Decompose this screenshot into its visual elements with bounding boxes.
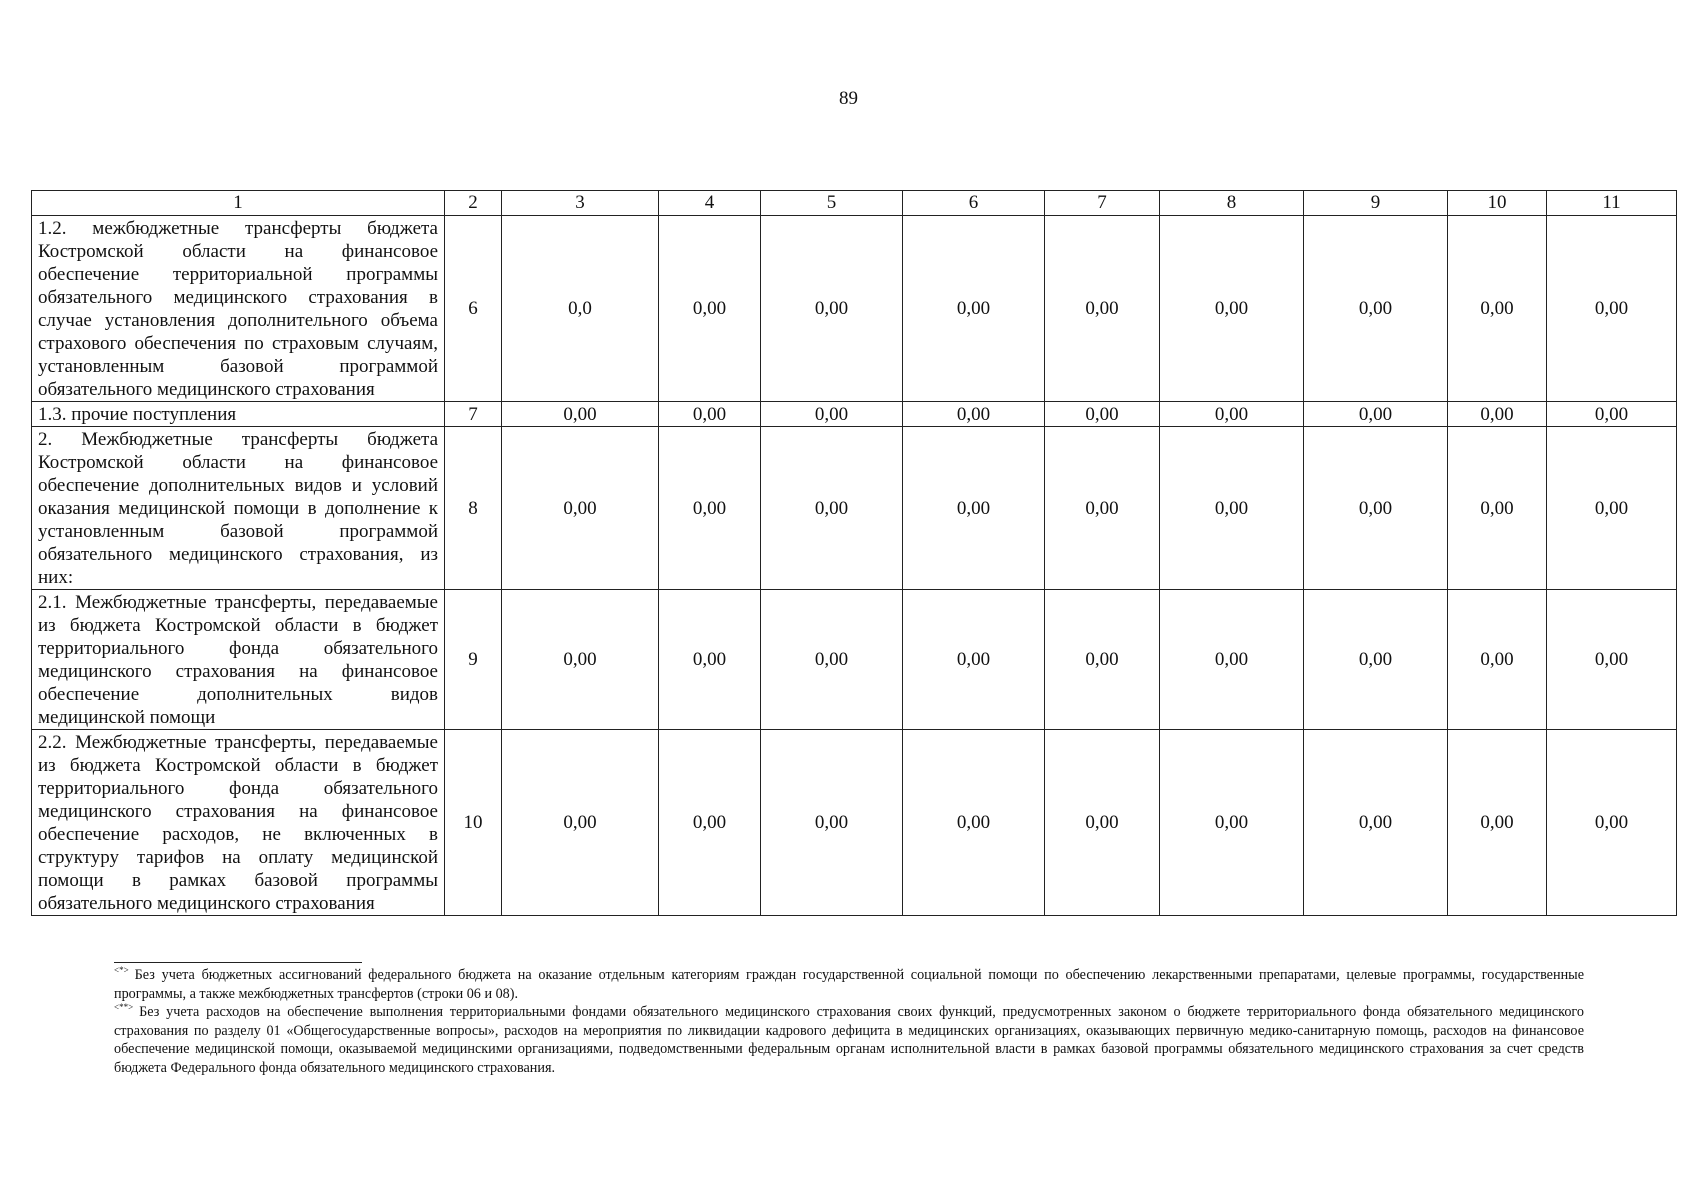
value-cell: 0,00 <box>903 402 1045 427</box>
row-label: 1.2. межбюджетные трансферты бюджета Костромской области на финансовое обеспечение территориальной программы обязательного медицинского страхования в случае установления дополнительного объема страхового обеспечения по страховым случаям, установленным базовой программой обязательного медицинского страхования <box>32 216 445 402</box>
value-cell: 0,00 <box>1547 730 1677 916</box>
table-row <box>32 730 1677 916</box>
footnote-mark: <**> <box>114 1002 134 1013</box>
value-cell: 0,00 <box>903 590 1045 730</box>
value-cell: 0,00 <box>1045 402 1160 427</box>
footnote <box>114 966 1584 1003</box>
footnote-text: Без учета расходов на обеспечение выполнения территориальными фондами обязательного медицинского страхования своих функций, предусмотренных законом о бюджете территориального фонда обязательного медицинского страхования по разделу 01 «Общегосударственные вопросы», расходов на мероприятия по ликвидации кадрового дефицита в медицинских организациях, оказывающих первичную медико-санитарную помощь, расходов на финансовое обеспечение медицинской помощи, оказываемой медицинскими организациями, подведомственными федеральным органам исполнительной власти в рамках базовой программы обязательного медицинского страхования за счет средств бюджета Федерального фонда обязательного медицинского страхования. <box>114 1004 1584 1076</box>
value-cell: 0,00 <box>903 730 1045 916</box>
value-cell: 0,00 <box>761 730 903 916</box>
value-cell: 0,00 <box>1045 730 1160 916</box>
footnote-divider <box>114 962 362 963</box>
row-code: 6 <box>445 216 502 402</box>
table-row <box>32 402 1677 427</box>
row-code: 9 <box>445 590 502 730</box>
value-cell: 0,00 <box>1160 216 1304 402</box>
value-cell: 0,00 <box>502 402 659 427</box>
value-cell: 0,00 <box>1304 730 1448 916</box>
footnotes <box>114 966 1584 1078</box>
value-cell: 0,00 <box>1160 427 1304 590</box>
table-row <box>32 590 1677 730</box>
value-cell: 0,00 <box>761 402 903 427</box>
row-label: 2.1. Межбюджетные трансферты, передаваемые из бюджета Костромской области в бюджет территориального фонда обязательного медицинского страхования на финансовое обеспечение дополнительных видов медицинской помощи <box>32 590 445 730</box>
value-cell: 0,00 <box>1304 402 1448 427</box>
column-header: 7 <box>1045 191 1160 216</box>
column-header: 1 <box>32 191 445 216</box>
value-cell: 0,00 <box>659 730 761 916</box>
value-cell: 0,00 <box>502 427 659 590</box>
value-cell: 0,00 <box>1448 427 1547 590</box>
budget-table <box>31 190 1677 916</box>
value-cell: 0,00 <box>659 216 761 402</box>
value-cell: 0,00 <box>1547 590 1677 730</box>
row-label: 2.2. Межбюджетные трансферты, передаваемые из бюджета Костромской области в бюджет территориального фонда обязательного медицинского страхования на финансовое обеспечение расходов, не включенных в структуру тарифов на оплату медицинской помощи в рамках базовой программы обязательного медицинского страхования <box>32 730 445 916</box>
value-cell: 0,00 <box>659 427 761 590</box>
table-row <box>32 427 1677 590</box>
column-header: 2 <box>445 191 502 216</box>
value-cell: 0,00 <box>761 590 903 730</box>
table-row <box>32 216 1677 402</box>
value-cell: 0,00 <box>1160 730 1304 916</box>
row-code: 7 <box>445 402 502 427</box>
value-cell: 0,00 <box>903 216 1045 402</box>
value-cell: 0,00 <box>903 427 1045 590</box>
value-cell: 0,00 <box>761 216 903 402</box>
value-cell: 0,00 <box>659 402 761 427</box>
value-cell: 0,00 <box>1547 427 1677 590</box>
value-cell: 0,00 <box>1304 590 1448 730</box>
value-cell: 0,00 <box>1547 402 1677 427</box>
value-cell: 0,00 <box>1045 427 1160 590</box>
column-header: 8 <box>1160 191 1304 216</box>
value-cell: 0,00 <box>502 590 659 730</box>
column-header: 5 <box>761 191 903 216</box>
value-cell: 0,00 <box>502 730 659 916</box>
footnote-mark: <*> <box>114 965 129 976</box>
value-cell: 0,00 <box>1304 427 1448 590</box>
value-cell: 0,00 <box>1304 216 1448 402</box>
column-header: 3 <box>502 191 659 216</box>
value-cell: 0,00 <box>659 590 761 730</box>
value-cell: 0,00 <box>1547 216 1677 402</box>
value-cell: 0,00 <box>761 427 903 590</box>
value-cell: 0,00 <box>1448 402 1547 427</box>
column-header: 4 <box>659 191 761 216</box>
value-cell: 0,00 <box>1448 590 1547 730</box>
row-code: 8 <box>445 427 502 590</box>
column-header: 11 <box>1547 191 1677 216</box>
column-header: 6 <box>903 191 1045 216</box>
value-cell: 0,00 <box>1045 590 1160 730</box>
footnote-text: Без учета бюджетных ассигнований федерального бюджета на оказание отдельным категориям граждан государственной социальной помощи по обеспечению лекарственными препаратами, целевые программы, государственные программы, а также межбюджетных трансфертов (строки 06 и 08). <box>114 967 1584 1002</box>
table-header-row <box>32 191 1677 216</box>
column-header: 10 <box>1448 191 1547 216</box>
value-cell: 0,00 <box>1045 216 1160 402</box>
value-cell: 0,00 <box>1160 590 1304 730</box>
row-code: 10 <box>445 730 502 916</box>
footnote <box>114 1003 1584 1077</box>
row-label: 2. Межбюджетные трансферты бюджета Костромской области на финансовое обеспечение дополнительных видов и условий оказания медицинской помощи в дополнение к установленным базовой программой обязательного медицинского страхования, из них: <box>32 427 445 590</box>
value-cell: 0,0 <box>502 216 659 402</box>
value-cell: 0,00 <box>1448 216 1547 402</box>
row-label: 1.3. прочие поступления <box>32 402 445 427</box>
page-number: 89 <box>839 88 858 109</box>
value-cell: 0,00 <box>1160 402 1304 427</box>
column-header: 9 <box>1304 191 1448 216</box>
value-cell: 0,00 <box>1448 730 1547 916</box>
